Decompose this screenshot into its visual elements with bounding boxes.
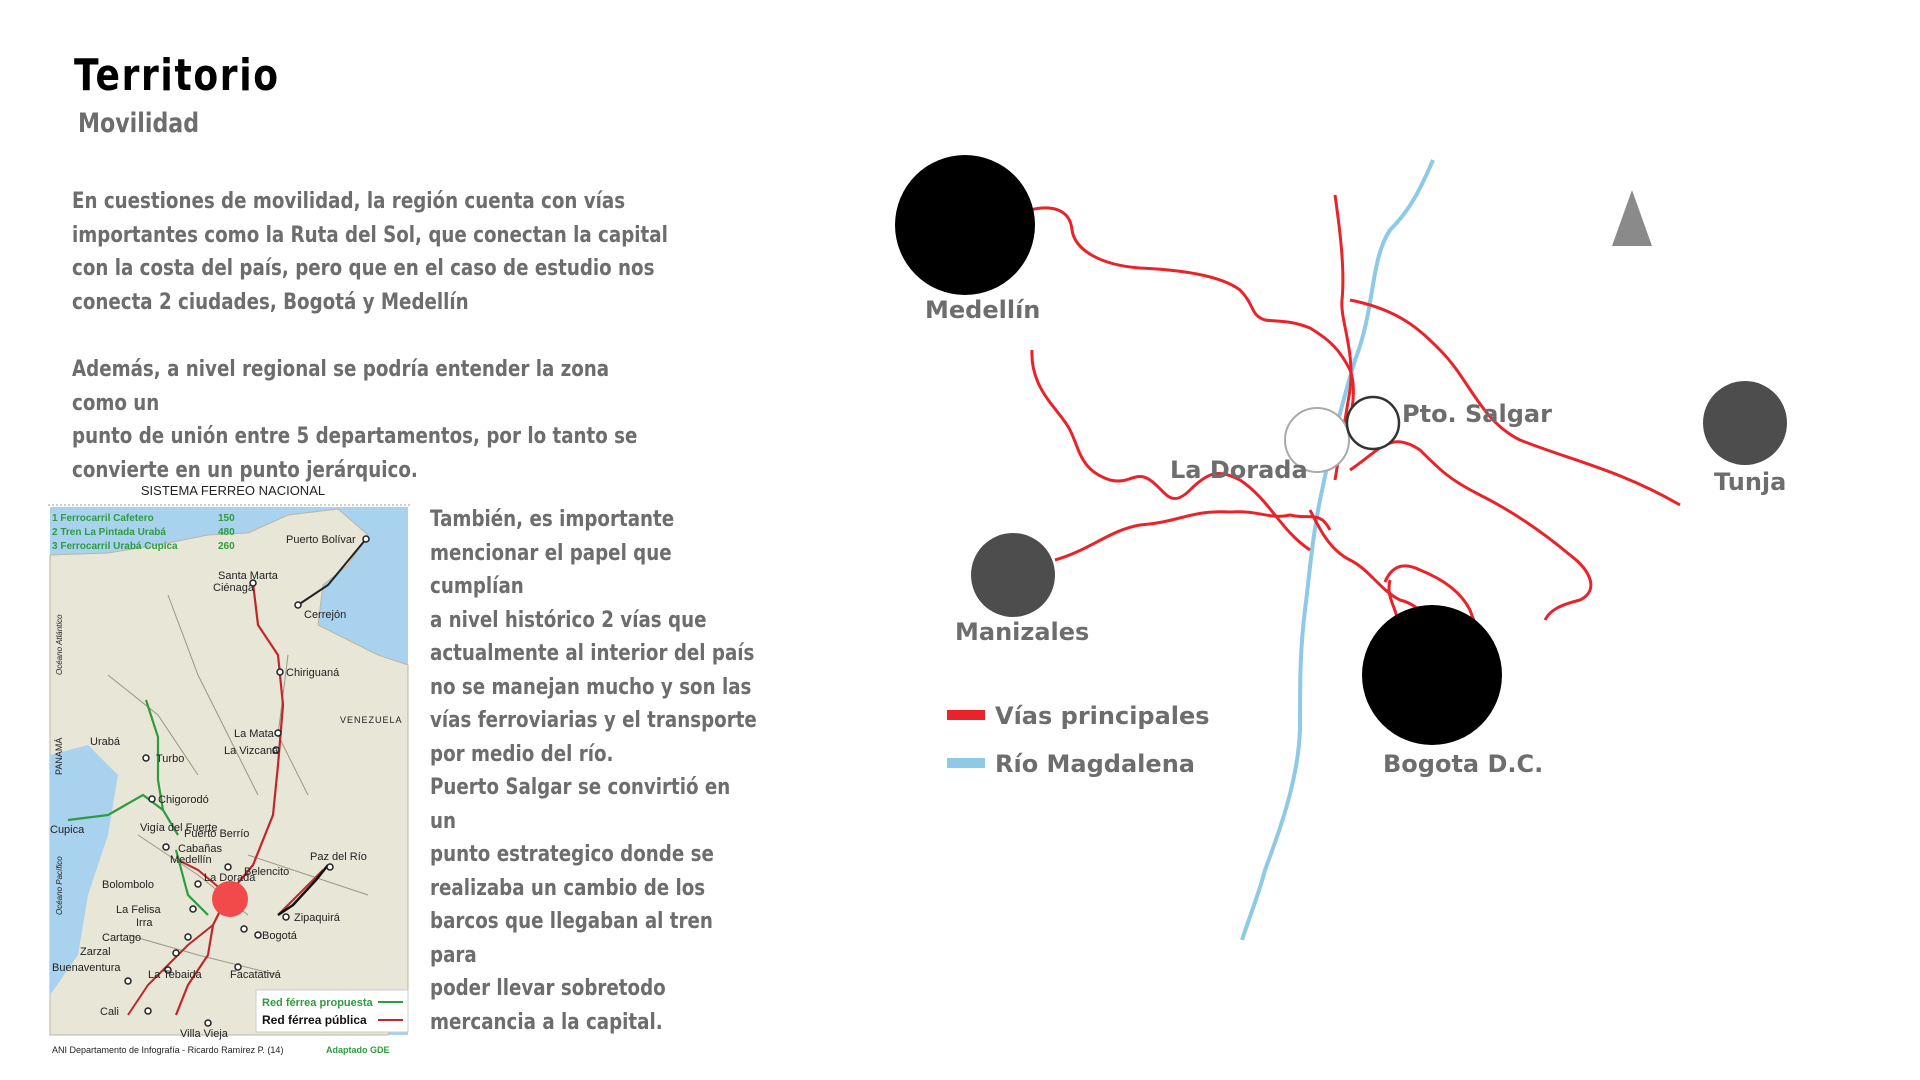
svg-text:La Mata: La Mata xyxy=(234,728,274,740)
pto-salgar-node xyxy=(1347,397,1399,449)
svg-text:Urabá: Urabá xyxy=(90,736,120,748)
svg-text:La Dorada: La Dorada xyxy=(204,872,256,884)
la-dorada-highlight-marker xyxy=(212,881,248,917)
svg-text:Puerto Berrío: Puerto Berrío xyxy=(184,828,250,840)
legend-roads-label: Vías principales xyxy=(995,702,1210,730)
svg-text:Medellín: Medellín xyxy=(170,854,212,866)
svg-text:Villa Vieja: Villa Vieja xyxy=(180,1028,228,1040)
svg-text:Chigorodó: Chigorodó xyxy=(158,794,209,806)
medellin-node xyxy=(895,155,1035,295)
svg-text:260: 260 xyxy=(218,541,235,552)
paragraph-puerto-salgar: Puerto Salgar se convirtió en un punto estrategico donde se realizaba un cambio de los barcos que llegaban al tren para poder llevar sobretodo mercancia a la capital. xyxy=(430,775,731,1035)
pto-salgar-label: Pto. Salgar xyxy=(1402,400,1552,428)
bogota-label: Bogota D.C. xyxy=(1383,750,1544,778)
svg-text:Irra: Irra xyxy=(136,917,153,929)
la-dorada-label: La Dorada xyxy=(1170,456,1308,484)
svg-text:Paz del Río: Paz del Río xyxy=(310,851,367,863)
svg-text:Turbo: Turbo xyxy=(156,753,185,765)
north-arrow-icon xyxy=(1612,190,1652,246)
tunja-label: Tunja xyxy=(1714,468,1787,496)
svg-text:Buenaventura: Buenaventura xyxy=(52,962,121,974)
svg-text:Zarzal: Zarzal xyxy=(80,946,111,958)
svg-text:150: 150 xyxy=(218,513,235,524)
tunja-node xyxy=(1703,381,1787,465)
manizales-label: Manizales xyxy=(955,618,1090,646)
legend-river-swatch xyxy=(947,758,985,768)
svg-text:Bolombolo: Bolombolo xyxy=(102,879,154,891)
paragraph-departamentos: Además, a nivel regional se podría entender la zona como un punto de unión entre 5 departamentos, por lo tanto se convierte en un punto jerárquico. xyxy=(72,357,638,483)
svg-text:Océano Pacífico: Océano Pacífico xyxy=(55,856,64,915)
railway-map-title: SISTEMA FERREO NACIONAL xyxy=(140,483,326,498)
svg-text:480: 480 xyxy=(218,527,235,538)
svg-text:3 Ferrocarril Urabá Cupica: 3 Ferrocarril Urabá Cupica xyxy=(52,541,178,552)
svg-text:Cali: Cali xyxy=(100,1006,119,1018)
road-manizales xyxy=(1055,512,1330,560)
railway-map-credit: ANI Departamento de Infografía - Ricardo Ramírez P. (14) xyxy=(52,1045,284,1055)
svg-text:VENEZUELA: VENEZUELA xyxy=(340,715,403,725)
svg-text:La Felisa: La Felisa xyxy=(116,904,161,916)
svg-text:Ciénaga: Ciénaga xyxy=(213,582,254,594)
svg-text:1 Ferrocarril Cafetero: 1 Ferrocarril Cafetero xyxy=(52,513,154,524)
road-bogota-east xyxy=(1350,442,1591,620)
bogota-node xyxy=(1362,605,1502,745)
svg-text:Facatativá: Facatativá xyxy=(230,969,281,981)
paragraph-ruta-del-sol: En cuestiones de movilidad, la región cuenta con vías importantes como la Ruta del Sol, que conectan la capital con la costa del país, pero que en el caso de estudio nos conecta 2 ciudades, Bogotá y Medellín xyxy=(72,189,668,315)
manizales-node xyxy=(971,533,1055,617)
railway-system-map xyxy=(48,475,410,1060)
legend-river-label: Río Magdalena xyxy=(995,750,1195,778)
svg-text:Cabañas: Cabañas xyxy=(178,843,223,855)
svg-text:Cupica: Cupica xyxy=(50,824,85,836)
svg-text:La Vizcana: La Vizcana xyxy=(224,745,279,757)
svg-text:Santa Marta: Santa Marta xyxy=(218,570,278,582)
mobility-diagram xyxy=(880,150,1880,970)
svg-text:Belencito: Belencito xyxy=(244,866,290,878)
svg-text:Cerrejón: Cerrejón xyxy=(304,609,347,621)
svg-text:La Tebaida: La Tebaida xyxy=(148,969,202,981)
legend-public-label: Red férrea pública xyxy=(262,1013,367,1027)
paragraph-vias-historicas: También, es importante mencionar el papel que cumplían a nivel histórico 2 vías que actualmente al interior del país no se manejan mucho y son las vías ferroviarias y el transporte por medio del río. xyxy=(430,507,757,767)
svg-text:Bogotá: Bogotá xyxy=(262,930,297,942)
railway-map-credit-adapted: Adaptado GDE xyxy=(326,1045,390,1055)
legend-proposed-label: Red férrea propuesta xyxy=(262,997,373,1009)
page-title: Territorio xyxy=(74,50,280,101)
svg-text:Zipaquirá: Zipaquirá xyxy=(294,912,340,924)
svg-text:Cartago: Cartago xyxy=(102,932,142,944)
svg-text:Puerto Bolívar: Puerto Bolívar xyxy=(286,534,356,546)
svg-text:Chiriguaná: Chiriguaná xyxy=(286,667,340,679)
page-subtitle: Movilidad xyxy=(78,108,200,139)
svg-text:Océano Atlántico: Océano Atlántico xyxy=(55,614,64,675)
svg-text:PANAMÁ: PANAMÁ xyxy=(54,737,64,775)
svg-text:Vigía del Fuerte: Vigía del Fuerte xyxy=(140,822,218,834)
medellin-label: Medellín xyxy=(925,296,1041,324)
svg-text:2 Tren La Pintada Urabá: 2 Tren La Pintada Urabá xyxy=(52,527,166,538)
legend-roads-swatch xyxy=(947,710,985,720)
